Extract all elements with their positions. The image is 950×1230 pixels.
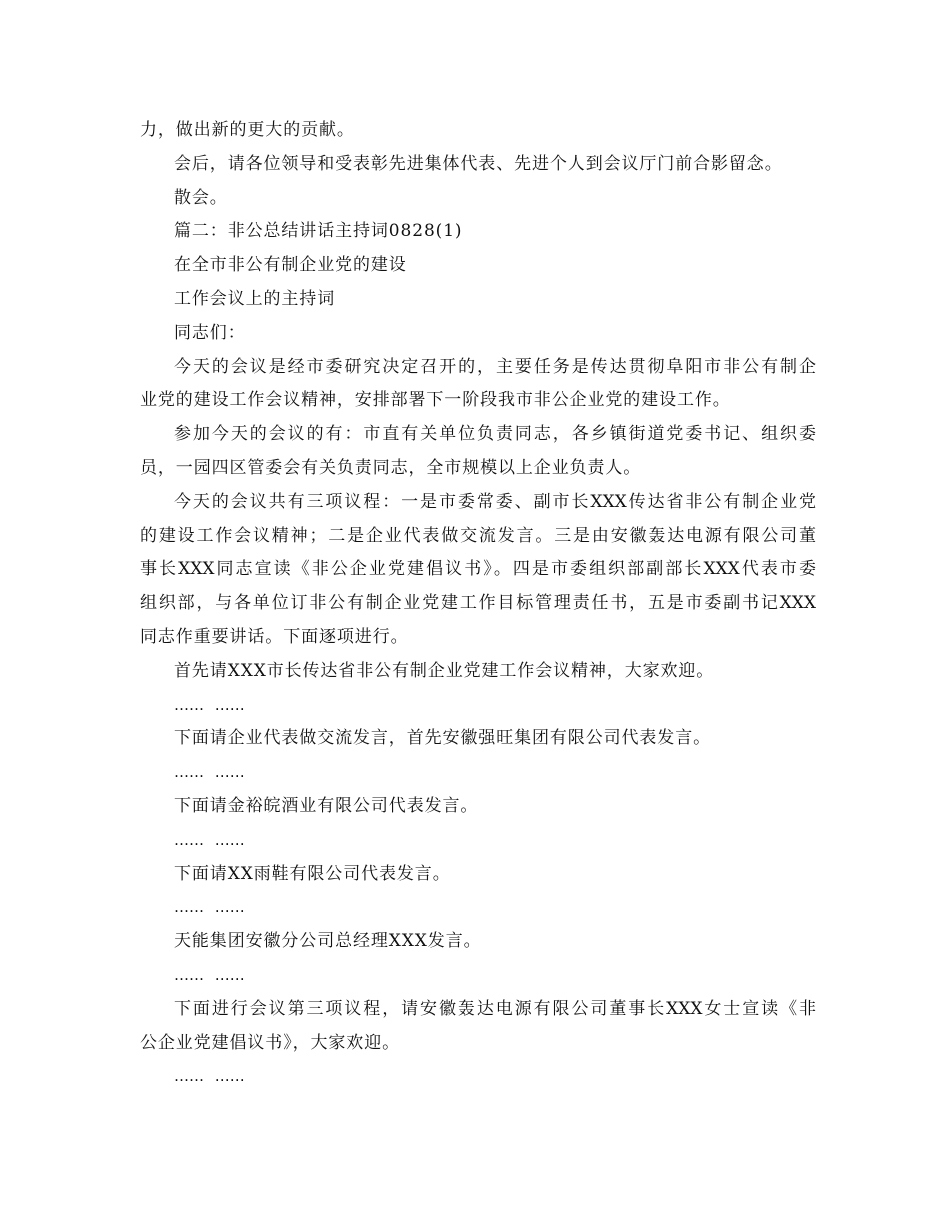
text-line: 同志作重要讲话。下面逐项进行。 [140,626,409,647]
text-line: 下面请金裕皖酒业有限公司代表发言。 [174,795,479,816]
text-line: 会后，请各位领导和受表彰先进集体代表、先进个人到会议厅门前合影留念。 [174,153,783,174]
text-line: 公企业党建倡议书》，大家欢迎。 [140,1032,400,1053]
text-line: 事长XXX同志宣读《非公企业党建倡议书》。四是市委组织部副部长XXX代表市委 [140,559,816,580]
ellipsis-line: …… …… [174,1067,245,1086]
text-line: 下面请XX雨鞋有限公司代表发言。 [174,863,451,884]
ellipsis-line: …… …… [174,830,245,849]
text-line: 组织部，与各单位订非公有制企业党建工作目标管理责任书，五是市委副书记XXX [140,593,816,614]
text-line: 参加今天的会议的有：市直有关单位负责同志，各乡镇街道党委书记、组织委 [174,424,816,445]
ellipsis-line: …… …… [174,898,245,917]
text-line: 今天的会议是经市委研究决定召开的，主要任务是传达贯彻阜阳市非公有制企 [174,356,816,377]
salutation: 同志们： [174,322,246,343]
text-line: 今天的会议共有三项议程：一是市委常委、副市长XXX传达省非公有制企业党 [174,491,816,512]
speech-title-line: 工作会议上的主持词 [174,288,336,309]
ellipsis-line: …… …… [174,965,245,984]
section-heading: 篇二：非公总结讲话主持词0828(1) [174,221,463,242]
text-line: 业党的建设工作会议精神，安排部署下一阶段我市非公企业党的建设工作。 [140,390,731,411]
text-line: 下面进行会议第三项议程，请安徽轰达电源有限公司董事长XXX女士宣读《非 [174,998,816,1019]
text-line: 下面请企业代表做交流发言，首先安徽强旺集团有限公司代表发言。 [174,728,711,749]
ellipsis-line: …… …… [174,695,245,714]
text-line: 的建设工作会议精神；二是企业代表做交流发言。三是由安徽轰达电源有限公司董 [140,525,816,546]
text-line: 力，做出新的更大的贡献。 [140,120,355,140]
text-line: 天能集团安徽分公司总经理XXX发言。 [174,931,482,952]
document-body [140,114,816,1094]
speech-title-line: 在全市非公有制企业党的建设 [174,255,407,276]
ellipsis-line: …… …… [174,763,245,782]
text-line: 首先请XXX市长传达省非公有制企业党建工作会议精神，大家欢迎。 [174,660,715,681]
text-line: 散会。 [174,187,228,208]
text-line: 员，一园四区管委会有关负责同志，全市规模以上企业负责人。 [140,457,642,478]
